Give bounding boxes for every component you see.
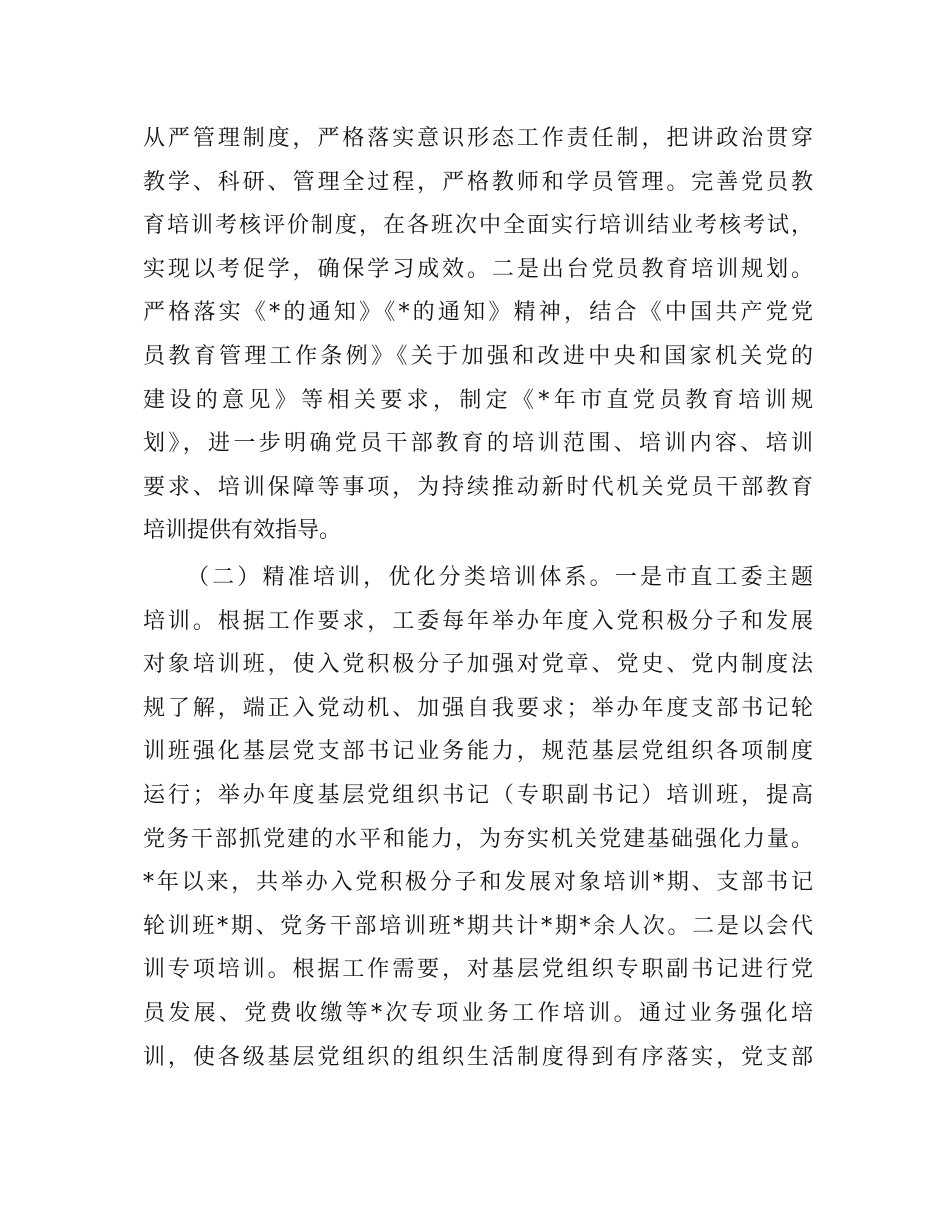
text-line: 轮训班*期、党务干部培训班*期共计*期*余人次。二是以会代 <box>143 913 813 939</box>
text-line: 员发展、党费收缴等*次专项业务工作培训。通过业务强化培 <box>143 1000 813 1026</box>
text-line: 训，使各级基层党组织的组织生活制度得到有序落实，党支部 <box>143 1044 813 1070</box>
text-line: 规了解，端正入党动机、加强自我要求；举办年度支部书记轮 <box>143 695 813 721</box>
text-line: （二）精准培训，优化分类培训体系。一是市直工委主题 <box>187 565 813 590</box>
text-line: 培训。根据工作要求，工委每年举办年度入党积极分子和发展 <box>143 608 813 634</box>
paragraph-2 <box>143 556 813 1079</box>
text-line: 要求、培训保障等事项，为持续推动新时代机关党员干部教育 <box>143 474 813 500</box>
text-line: 建设的意见》等相关要求，制定《*年市直党员教育培训规 <box>143 387 813 413</box>
text-line: 党务干部抓党建的水平和能力，为夯实机关党建基础强化力量。 <box>143 826 813 852</box>
text-line: 培训提供有效指导。 <box>143 518 342 544</box>
text-line: 育培训考核评价制度，在各班次中全面实行培训结业考核考试， <box>143 213 813 239</box>
text-line: 员教育管理工作条例》《关于加强和改进中央和国家机关党的 <box>143 343 813 369</box>
text-line: 划》，进一步明确党员干部教育的培训范围、培训内容、培训 <box>143 431 813 457</box>
text-line: 教学、科研、管理全过程，严格教师和学员管理。完善党员教 <box>143 169 813 195</box>
text-line: *年以来，共举办入党积极分子和发展对象培训*期、支部书记 <box>143 870 813 896</box>
paragraph-1 <box>143 117 813 553</box>
text-line: 对象培训班，使入党积极分子加强对党章、党史、党内制度法 <box>143 652 813 678</box>
text-line: 实现以考促学，确保学习成效。二是出台党员教育培训规划。 <box>143 256 813 282</box>
text-line: 严格落实《*的通知》《*的通知》精神，结合《中国共产党党 <box>143 300 813 326</box>
text-line: 训班强化基层党支部书记业务能力，规范基层党组织各项制度 <box>143 739 813 765</box>
text-line: 从严管理制度，严格落实意识形态工作责任制，把讲政治贯穿 <box>143 126 813 151</box>
text-line: 运行；举办年度基层党组织书记（专职副书记）培训班，提高 <box>143 782 813 808</box>
text-line: 训专项培训。根据工作需要，对基层党组织专职副书记进行党 <box>143 957 813 983</box>
